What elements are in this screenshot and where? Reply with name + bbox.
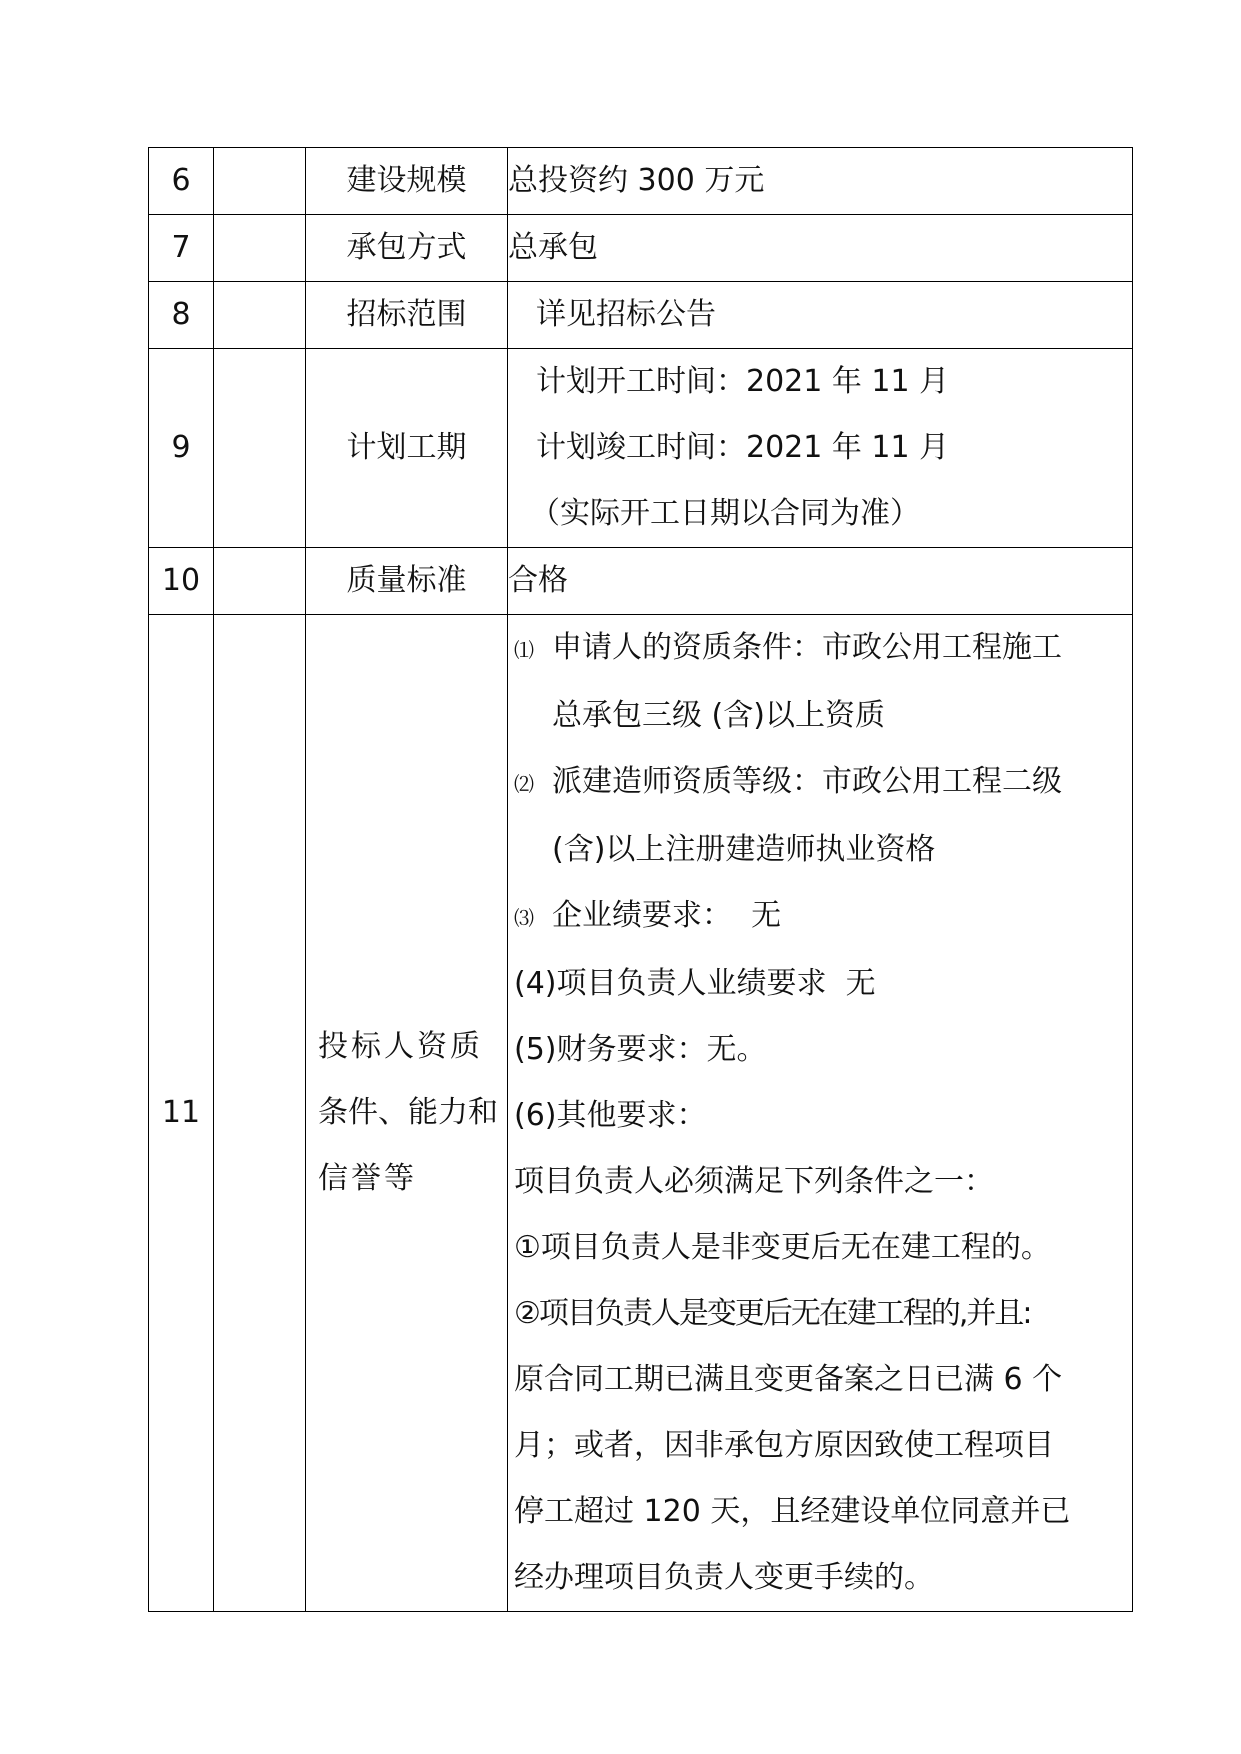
qualification-item-5: (5)财务要求：无。 — [514, 1032, 767, 1067]
row-number: 10 — [149, 548, 214, 615]
item-content: 详见招标公告 — [508, 282, 1133, 349]
qualification-item-1: ⑴ 申请人的资质条件：市政公用工程施工 — [514, 615, 1128, 683]
item-label: 承包方式 — [306, 215, 508, 282]
empty-cell — [214, 148, 306, 215]
row-number: 6 — [149, 148, 214, 215]
qualification-text-line: 原合同工期已满且变更备案之日已满 6 个 — [514, 1362, 1063, 1397]
empty-cell — [214, 548, 306, 615]
item-label: 建设规模 — [306, 148, 508, 215]
qualification-item-2: ⑵ 派建造师资质等级：市政公用工程二级 — [514, 749, 1128, 817]
qualification-item-4: (4)项目负责人业绩要求 无 — [514, 966, 876, 1001]
qualification-item-3: ⑶ 企业绩要求： 无 — [514, 883, 1128, 951]
item-content: 总投资约 300 万元 — [508, 148, 1133, 215]
item-label-line: 条件、能力和 — [318, 1095, 498, 1130]
item-label: 招标范围 — [306, 282, 508, 349]
row-number: 11 — [149, 615, 214, 1612]
qualification-text-line: 经办理项目负责人变更手续的。 — [514, 1560, 934, 1595]
item-marker: ⑶ — [514, 906, 534, 930]
row-number: 9 — [149, 349, 214, 548]
item-content: 总承包 — [508, 215, 1133, 282]
planned-start: 计划开工时间：2021 年 11 月 — [536, 364, 950, 399]
table-row — [149, 548, 1133, 615]
schedule-content — [508, 349, 1133, 548]
item-label: 计划工期 — [306, 349, 508, 548]
qualification-text-line: ②项目负责人是变更后无在建工程的,并且: — [514, 1296, 1031, 1331]
qualification-text-line: ①项目负责人是非变更后无在建工程的。 — [514, 1230, 1051, 1265]
table-row — [149, 615, 1133, 1612]
empty-cell — [214, 282, 306, 349]
empty-cell — [214, 349, 306, 548]
schedule-note: （实际开工日期以合同为准） — [530, 496, 920, 531]
row-number: 7 — [149, 215, 214, 282]
project-info-table — [148, 147, 1133, 1612]
item-marker: ⑵ — [514, 772, 534, 796]
table-row — [149, 282, 1133, 349]
table-row — [149, 349, 1133, 548]
table-row — [149, 148, 1133, 215]
item-marker: ⑴ — [514, 638, 534, 662]
row-number: 8 — [149, 282, 214, 349]
qualification-item-2-cont: (含)以上注册建造师执业资格 — [552, 832, 936, 867]
empty-cell — [214, 615, 306, 1612]
item-content: 合格 — [508, 548, 1133, 615]
qualification-text-line: 停工超过 120 天，且经建设单位同意并已 — [514, 1494, 1071, 1529]
qualification-item-1-cont: 总承包三级 (含)以上资质 — [552, 698, 885, 733]
planned-finish: 计划竣工时间：2021 年 11 月 — [536, 430, 950, 465]
item-label — [306, 615, 508, 1612]
table-row — [149, 215, 1133, 282]
item-label-line: 投标人资质 — [318, 1029, 483, 1064]
item-label-line: 信誉等 — [318, 1161, 417, 1196]
item-label: 质量标准 — [306, 548, 508, 615]
qualification-text-line: 项目负责人必须满足下列条件之一： — [514, 1164, 994, 1199]
qualification-text-line: 月；或者，因非承包方原因致使工程项目 — [514, 1428, 1054, 1463]
qualification-item-6: (6)其他要求： — [514, 1098, 707, 1133]
qualification-content — [508, 615, 1133, 1612]
empty-cell — [214, 215, 306, 282]
